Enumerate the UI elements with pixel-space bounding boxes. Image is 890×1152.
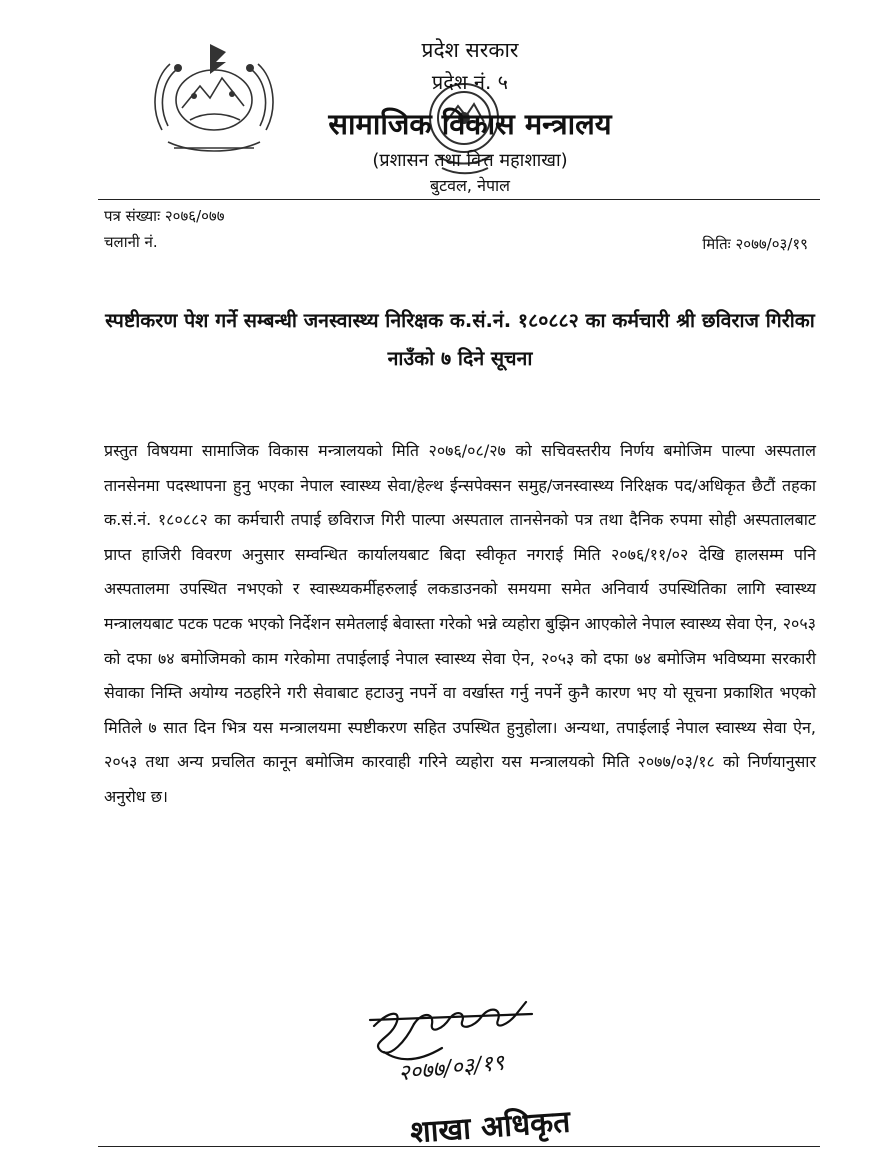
handwritten-signature xyxy=(362,990,562,1100)
footer-divider xyxy=(98,1146,820,1147)
nepal-emblem-icon xyxy=(148,38,280,156)
dispatch-number: चलानी नं. xyxy=(104,233,158,251)
letter-date: मितिः २०७७/०३/१९ xyxy=(702,235,808,253)
signature-date: २०७७/०३/१९ xyxy=(397,1050,506,1087)
office-location: बुटवल, नेपाल xyxy=(429,176,511,195)
header-line-2: प्रदेश नं. ५ xyxy=(431,70,509,94)
header-line-1: प्रदेश सरकार xyxy=(421,38,519,62)
signatory-title: शाखा अधिकृत xyxy=(409,1104,572,1151)
notice-body: प्रस्तुत विषयमा सामाजिक विकास मन्त्रालयको मिति २०७६/०८/२७ को सचिवस्तरीय निर्णय बमोजिम पाल्पा अस्पताल तानसेनमा पदस्थापना हुनु भएका नेपाल स्वास्थ्य सेवा/हेल्थ ईन्सपेक्सन समुह/जनस्वास्थ्य निरिक्षक पद/अधिकृत छैटौं तहका क.सं.नं. १८०८८२ का कर्मचारी तपाई छविराज गिरी पाल्पा अस्पताल तानसेनको पत्र तथा दैनिक रुपमा सोही अस्पतालबाट प्राप्त हाजिरी विवरण अनुसार सम्वन्धित कार्यालयबाट बिदा स्वीकृत नगराई मिति २०७६/११/०२ देखि हालसम्म पनि अस्पतालमा उपस्थित नभएको र स्वास्थ्यकर्मीहरुलाई लकडाउनको समयमा समेत अनिवार्य उपस्थितिका लागि स्वास्थ्य मन्त्रालयबाट पटक पटक भएको निर्देशन समेतलाई बेवास्ता गरेको भन्ने व्यहोरा बुझिन आएकोले नेपाल स्वास्थ्य सेवा ऐन, २०५३ को दफा ७४ बमोजिमको काम गरेकोमा तपाईलाई नेपाल स्वास्थ्य सेवा ऐन, २०५३ को दफा ७४ बमोजिम भविष्यमा सरकारी सेवाका निम्ति अयोग्य नठहरिने गरी सेवाबाट हटाउनु नपर्ने वा वर्खास्त गर्नु नपर्ने कुनै कारण भए यो सूचना प्रकाशित भएको मितिले ७ सात दिन भित्र यस मन्त्रालयमा स्पष्टीकरण सहित उपस्थित हुनुहोला। अन्यथा, तपाईलाई नेपाल स्वास्थ्य सेवा ऐन, २०५३ तथा अन्य प्रचलित कानून बमोजिम कारवाही गरिने व्यहोरा यस मन्त्रालयको मिति २०७७/०३/१८ को निर्णयानुसार अनुरोध छ। xyxy=(104,441,816,806)
letter-number: पत्र संख्याः २०७६/०७७ xyxy=(104,207,225,225)
header-divider xyxy=(98,199,820,200)
ministry-name: सामाजिक विकास मन्त्रालय xyxy=(328,107,612,141)
division-name: (प्रशासन तथा वित्त महाशाखा) xyxy=(372,150,568,171)
notice-subject: स्पष्टीकरण पेश गर्ने सम्बन्धी जनस्वास्थ्य निरिक्षक क.सं.नं. १८०८८२ का कर्मचारी श्री छविराज गिरीका नाउँको ७ दिने सूचना xyxy=(105,309,815,370)
